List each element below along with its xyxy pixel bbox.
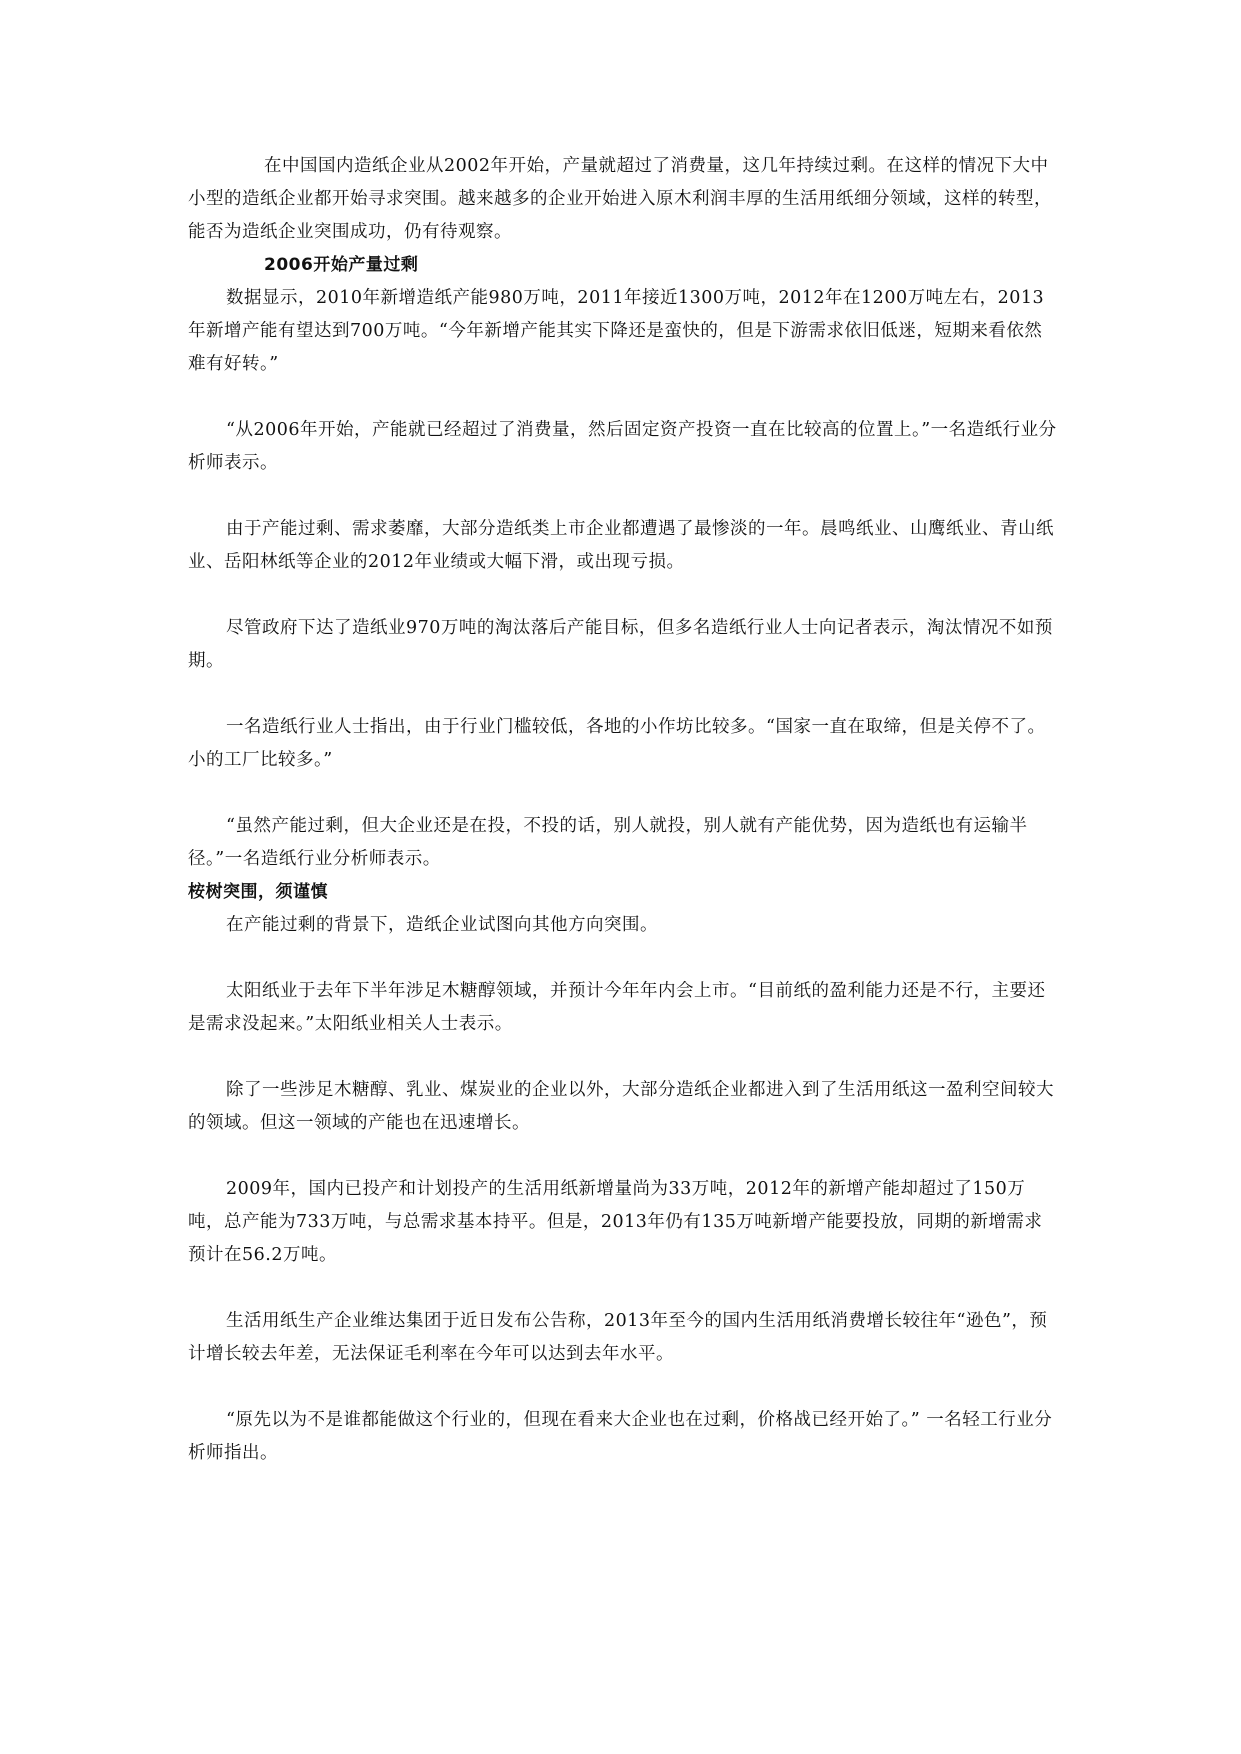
paragraph-sun-paper: 太阳纸业于去年下半年涉足木糖醇领域，并预计今年年内会上市。“目前纸的盈利能力还是不行，主要还是需求没起来。”太阳纸业相关人士表示。 <box>188 981 1046 1034</box>
paragraph-breakout-direction: 在产能过剩的背景下，造纸企业试图向其他方向突围。 <box>226 915 658 935</box>
paragraph-analyst-quote: “从2006年开始，产能就已经超过了消费量，然后固定资产投资一直在比较高的位置上。”一名造纸行业分析师表示。 <box>188 420 1057 473</box>
paragraph-price-war: “原先以为不是谁都能做这个行业的，但现在看来大企业也在过剩，价格战已经开始了。” 一名轻工行业分析师指出。 <box>188 1410 1053 1463</box>
paragraph-small-workshops: 一名造纸行业人士指出，由于行业门槛较低，各地的小作坊比较多。“国家一直在取缔，但是关停不了。小的工厂比较多。” <box>188 717 1046 770</box>
paragraph-tissue-paper: 除了一些涉足木糖醇、乳业、煤炭业的企业以外，大部分造纸企业都进入到了生活用纸这一盈利空间较大的领域。但这一领域的产能也在迅速增长。 <box>188 1080 1054 1133</box>
paragraph-large-enterprises: “虽然产能过剩，但大企业还是在投，不投的话，别人就投，别人就有产能优势，因为造纸也有运输半径。”一名造纸行业分析师表示。 <box>188 816 1028 869</box>
section-heading-breakout: 桉树突围，须谨慎 <box>188 882 328 902</box>
paragraph-elimination-target: 尽管政府下达了造纸业970万吨的淘汰落后产能目标，但多名造纸行业人士向记者表示，淘汰情况不如预期。 <box>188 618 1053 671</box>
intro-paragraph: 在中国国内造纸企业从2002年开始，产量就超过了消费量，这几年持续过剩。在这样的情况下大中小型的造纸企业都开始寻求突围。越来越多的企业开始进入原木利润丰厚的生活用纸细分领域，这样的转型，能否为造纸企业突围成功，仍有待观察。 <box>188 156 1052 242</box>
section-heading-overcapacity: 2006开始产量过剩 <box>264 255 419 275</box>
paragraph-tissue-capacity: 2009年，国内已投产和计划投产的生活用纸新增量尚为33万吨，2012年的新增产能却超过了150万吨，总产能为733万吨，与总需求基本持平。但是，2013年仍有135万吨新增产能要投放，同期的新增需求预计在56.2万吨。 <box>188 1179 1043 1265</box>
document-page <box>188 150 1058 1470</box>
paragraph-vinda-announcement: 生活用纸生产企业维达集团于近日发布公告称，2013年至今的国内生活用纸消费增长较往年“逊色”，预计增长较去年差，无法保证毛利率在今年可以达到去年水平。 <box>188 1311 1048 1364</box>
paragraph-listed-companies: 由于产能过剩、需求萎靡，大部分造纸类上市企业都遭遇了最惨淡的一年。晨鸣纸业、山鹰纸业、青山纸业、岳阳林纸等企业的2012年业绩或大幅下滑，或出现亏损。 <box>188 519 1054 572</box>
paragraph-capacity-data: 数据显示，2010年新增造纸产能980万吨，2011年接近1300万吨，2012年在1200万吨左右，2013年新增产能有望达到700万吨。“今年新增产能其实下降还是蛮快的，但是下游需求依旧低迷，短期来看依然难有好转。” <box>188 288 1045 374</box>
